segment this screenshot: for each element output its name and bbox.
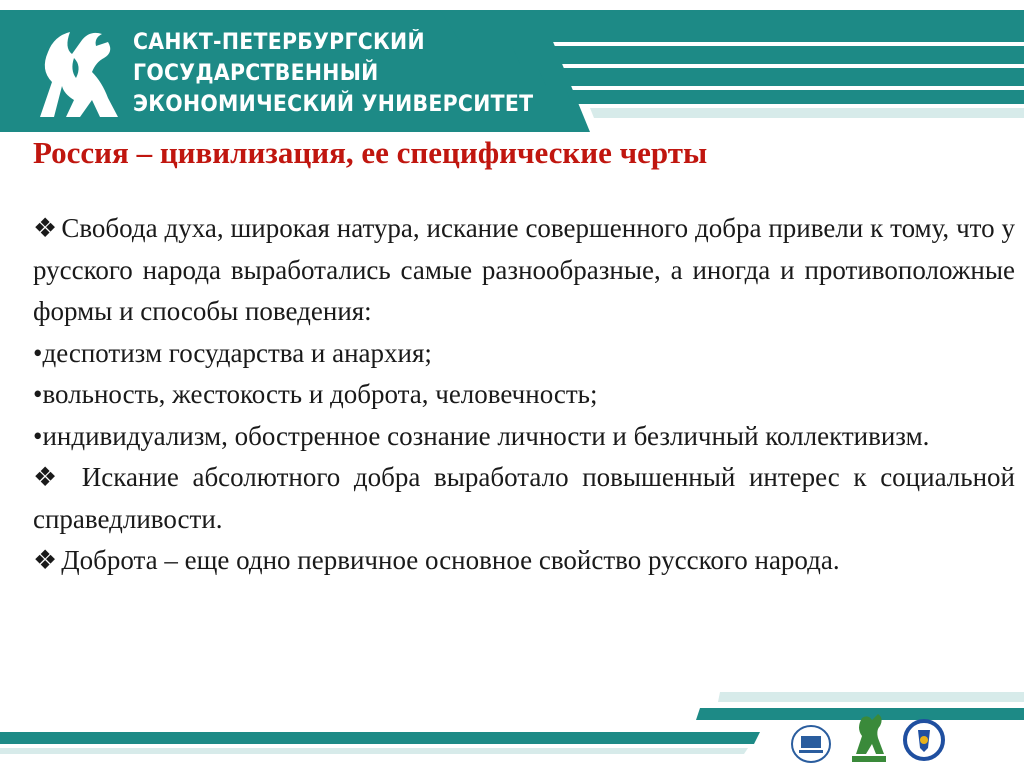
header-banner [0, 0, 1024, 132]
paragraph [33, 457, 1015, 540]
footer-banner [0, 688, 1024, 767]
university-name-line: САНКТ-ПЕТЕРБУРГСКИЙ [133, 30, 425, 55]
university-name-line: ГОСУДАРСТВЕННЫЙ [133, 61, 379, 86]
paragraph [33, 416, 1015, 458]
slide-title: Россия – цивилизация, ее специфические черты [33, 135, 708, 170]
diamond-bullet-icon: ❖ [33, 462, 65, 492]
paragraph [33, 208, 1015, 333]
university-name [133, 27, 533, 120]
diamond-bullet-icon: ❖ [33, 545, 58, 575]
slide-content [33, 134, 1015, 582]
diamond-bullet-icon: ❖ [33, 213, 58, 243]
paragraph-text: деспотизм государства и анархия; [42, 337, 432, 368]
griffin-icon [30, 22, 120, 122]
dot-bullet-icon: • [33, 420, 43, 451]
paragraph [33, 374, 1015, 416]
university-name-line: ЭКОНОМИЧЕСКИЙ УНИВЕРСИТЕТ [133, 92, 534, 117]
paragraph-text: Искание абсолютного добра выработало повышенный интерес к социальной справедливости. [33, 462, 1015, 534]
paragraph [33, 540, 1015, 582]
paragraph-text: вольность, жестокость и доброта, человечность; [42, 379, 598, 409]
paragraph-text: индивидуализм, обостренное сознание личности и безличный коллективизм. [42, 420, 930, 451]
paragraph [33, 333, 1015, 375]
dot-bullet-icon: • [33, 337, 43, 368]
dot-bullet-icon: • [33, 379, 43, 409]
paragraph-text: Свобода духа, широкая натура, искание совершенного добра привели к тому, что у русского народа выработались самые разнообразные, а иногда и противоположные формы и способы поведения: [33, 213, 1015, 326]
slide-body [33, 208, 1015, 582]
paragraph-text: Доброта – еще одно первичное основное свойство русского народа. [61, 545, 840, 575]
